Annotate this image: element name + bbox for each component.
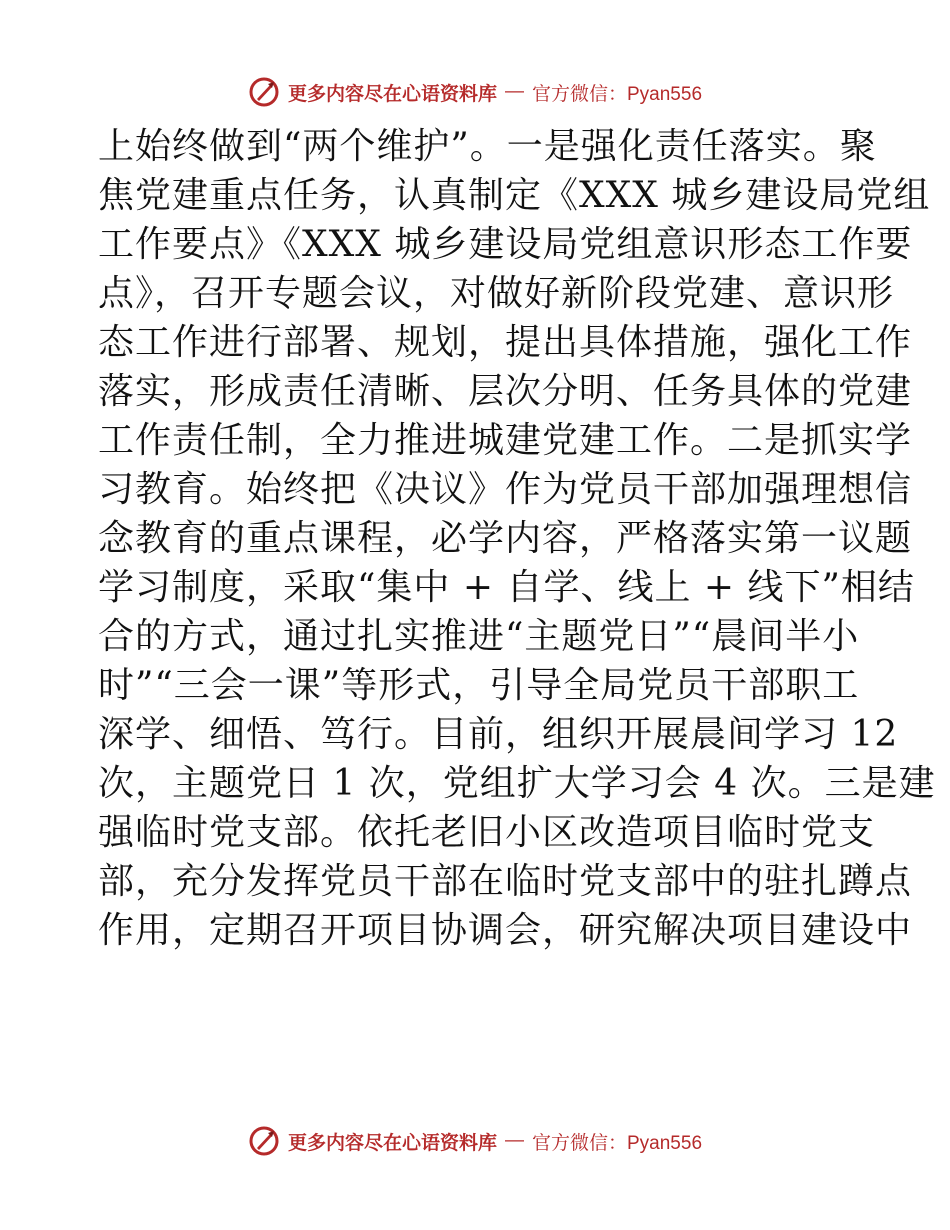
header-watermark — [0, 72, 950, 112]
quill-seal-icon — [248, 1125, 280, 1157]
body-line: 态工作进行部署、规划，提出具体措施，强化工作 — [98, 322, 913, 363]
document-body — [98, 122, 936, 955]
header-watermark-text: 更多内容尽在心语资料库 — [287, 82, 497, 105]
body-line: 次，主题党日 1 次，党组扩大学习会 4 次。三是建 — [98, 763, 936, 804]
body-line: 上始终做到“两个维护”。一是强化责任落实。聚 — [98, 126, 877, 167]
body-line: 念教育的重点课程，必学内容，严格落实第一议题 — [98, 518, 913, 559]
body-line: 时”“三会一课”等形式，引导全局党员干部职工 — [98, 665, 860, 706]
body-line: 习教育。始终把《决议》作为党员干部加强理想信 — [98, 469, 913, 510]
body-line: 强临时党支部。依托老旧小区改造项目临时党支 — [98, 812, 876, 853]
footer-watermark-text: 更多内容尽在心语资料库 — [287, 1131, 497, 1154]
body-line: 工作责任制，全力推进城建党建工作。二是抓实学 — [98, 420, 913, 461]
footer-wechat-text: 官方微信：Pyan556 — [532, 1132, 703, 1154]
body-line: 落实，形成责任清晰、层次分明、任务具体的党建 — [98, 371, 913, 412]
quill-seal-icon — [248, 76, 280, 108]
body-line: 合的方式，通过扎实推进“主题党日”“晨间半小 — [98, 616, 860, 657]
body-line: 深学、细悟、笃行。目前，组织开展晨间学习 12 — [98, 714, 899, 755]
body-line: 作用，定期召开项目协调会，研究解决项目建设中 — [98, 910, 913, 951]
body-line: 学习制度，采取“集中 + 自学、线上 + 线下”相结 — [98, 567, 915, 608]
body-line: 点》，召开专题会议，对做好新阶段党建、意识形 — [98, 273, 895, 314]
header-separator: — — [505, 81, 524, 102]
footer-separator: — — [505, 1130, 524, 1151]
body-line: 工作要点》《XXX 城乡建设局党组意识形态工作要 — [98, 224, 913, 265]
body-line: 焦党建重点任务，认真制定《XXX 城乡建设局党组 — [98, 175, 931, 216]
body-line: 部，充分发挥党员干部在临时党支部中的驻扎蹲点 — [98, 861, 913, 902]
header-wechat-text: 官方微信：Pyan556 — [532, 83, 703, 105]
footer-watermark — [0, 1121, 950, 1161]
